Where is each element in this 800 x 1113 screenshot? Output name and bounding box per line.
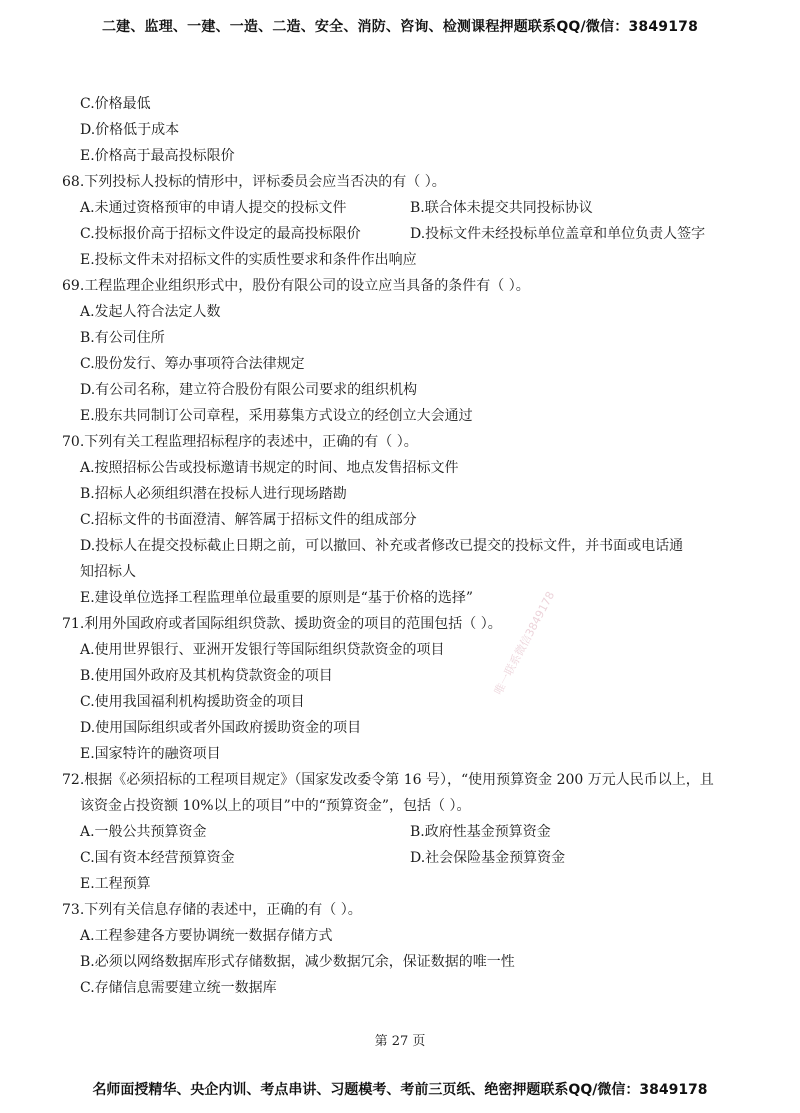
option-text: A.工程参建各方要协调统一数据存储方式 bbox=[80, 928, 333, 944]
question-stem: 68.下列投标人投标的情形中，评标委员会应当否决的有（ ）。 bbox=[62, 174, 446, 190]
option-text: C.投标报价高于招标文件设定的最高投标限价 bbox=[80, 226, 361, 242]
option-text: C.价格最低 bbox=[80, 96, 151, 112]
page-footer: 名师面授精华、央企内训、考点串讲、习题模考、考前三页纸、绝密押题联系QQ/微信：3849178 bbox=[92, 1082, 708, 1098]
option-text: A.使用世界银行、亚洲开发银行等国际组织贷款资金的项目 bbox=[80, 642, 445, 658]
option-text: B.必须以网络数据库形式存储数据，减少数据冗余，保证数据的唯一性 bbox=[80, 954, 515, 970]
option-text: C.国有资本经营预算资金 bbox=[80, 850, 235, 866]
watermark: 唯一联系微信3849178 bbox=[491, 589, 558, 698]
question-stem: 69.工程监理企业组织形式中，股份有限公司的设立应当具备的条件有（ ）。 bbox=[62, 278, 530, 294]
option-text: E.工程预算 bbox=[80, 876, 151, 892]
question-stem: 70.下列有关工程监理招标程序的表述中，正确的有（ ）。 bbox=[62, 434, 418, 450]
option-text: D.价格低于成本 bbox=[80, 122, 180, 138]
option-text: A.一般公共预算资金 bbox=[80, 824, 207, 840]
option-text: C.股份发行、筹办事项符合法律规定 bbox=[80, 356, 305, 372]
page-number: 第 27 页 bbox=[374, 1034, 426, 1049]
question-stem: 72.根据《必须招标的工程项目规定》（国家发改委令第 16 号），“使用预算资金 200 万元人民币以上，且 bbox=[62, 772, 714, 788]
option-text: D.社会保险基金预算资金 bbox=[410, 850, 566, 866]
option-text: 知招标人 bbox=[80, 564, 136, 580]
page-header: 二建、监理、一建、一造、二造、安全、消防、咨询、检测课程押题联系QQ/微信：3849178 bbox=[101, 19, 699, 35]
option-text: E.股东共同制订公司章程，采用募集方式设立的经创立大会通过 bbox=[80, 408, 473, 424]
option-text: C.存储信息需要建立统一数据库 bbox=[80, 980, 277, 996]
option-text: D.投标人在提交投标截止日期之前，可以撤回、补充或者修改已提交的投标文件，并书面或电话通 bbox=[80, 538, 684, 554]
option-text: B.联合体未提交共同投标协议 bbox=[410, 200, 593, 216]
option-text: A.未通过资格预审的申请人提交的投标文件 bbox=[80, 200, 347, 216]
option-text: B.有公司住所 bbox=[80, 330, 165, 346]
option-text: C.招标文件的书面澄清、解答属于招标文件的组成部分 bbox=[80, 512, 417, 528]
option-text: E.建设单位选择工程监理单位最重要的原则是“基于价格的选择” bbox=[80, 590, 473, 606]
option-text: D.有公司名称，建立符合股份有限公司要求的组织机构 bbox=[80, 382, 418, 398]
question-stem-continued: 该资金占投资额 10%以上的项目”中的“预算资金”，包括（ ）。 bbox=[80, 798, 471, 814]
question-stem: 73.下列有关信息存储的表述中，正确的有（ ）。 bbox=[62, 902, 362, 918]
option-text: A.发起人符合法定人数 bbox=[80, 304, 221, 320]
option-text: E.投标文件未对招标文件的实质性要求和条件作出响应 bbox=[80, 252, 417, 268]
option-text: D.使用国际组织或者外国政府援助资金的项目 bbox=[80, 720, 362, 736]
option-text: E.价格高于最高投标限价 bbox=[80, 148, 235, 164]
option-text: D.投标文件未经投标单位盖章和单位负责人签字 bbox=[410, 226, 706, 242]
option-text: B.政府性基金预算资金 bbox=[410, 824, 551, 840]
option-text: C.使用我国福利机构援助资金的项目 bbox=[80, 694, 305, 710]
question-stem: 71.利用外国政府或者国际组织贷款、援助资金的项目的范围包括（ ）。 bbox=[62, 616, 502, 632]
option-text: A.按照招标公告或投标邀请书规定的时间、地点发售招标文件 bbox=[80, 460, 459, 476]
option-text: B.招标人必须组织潜在投标人进行现场踏勘 bbox=[80, 486, 347, 502]
option-text: E.国家特许的融资项目 bbox=[80, 746, 221, 762]
option-text: B.使用国外政府及其机构贷款资金的项目 bbox=[80, 668, 333, 684]
